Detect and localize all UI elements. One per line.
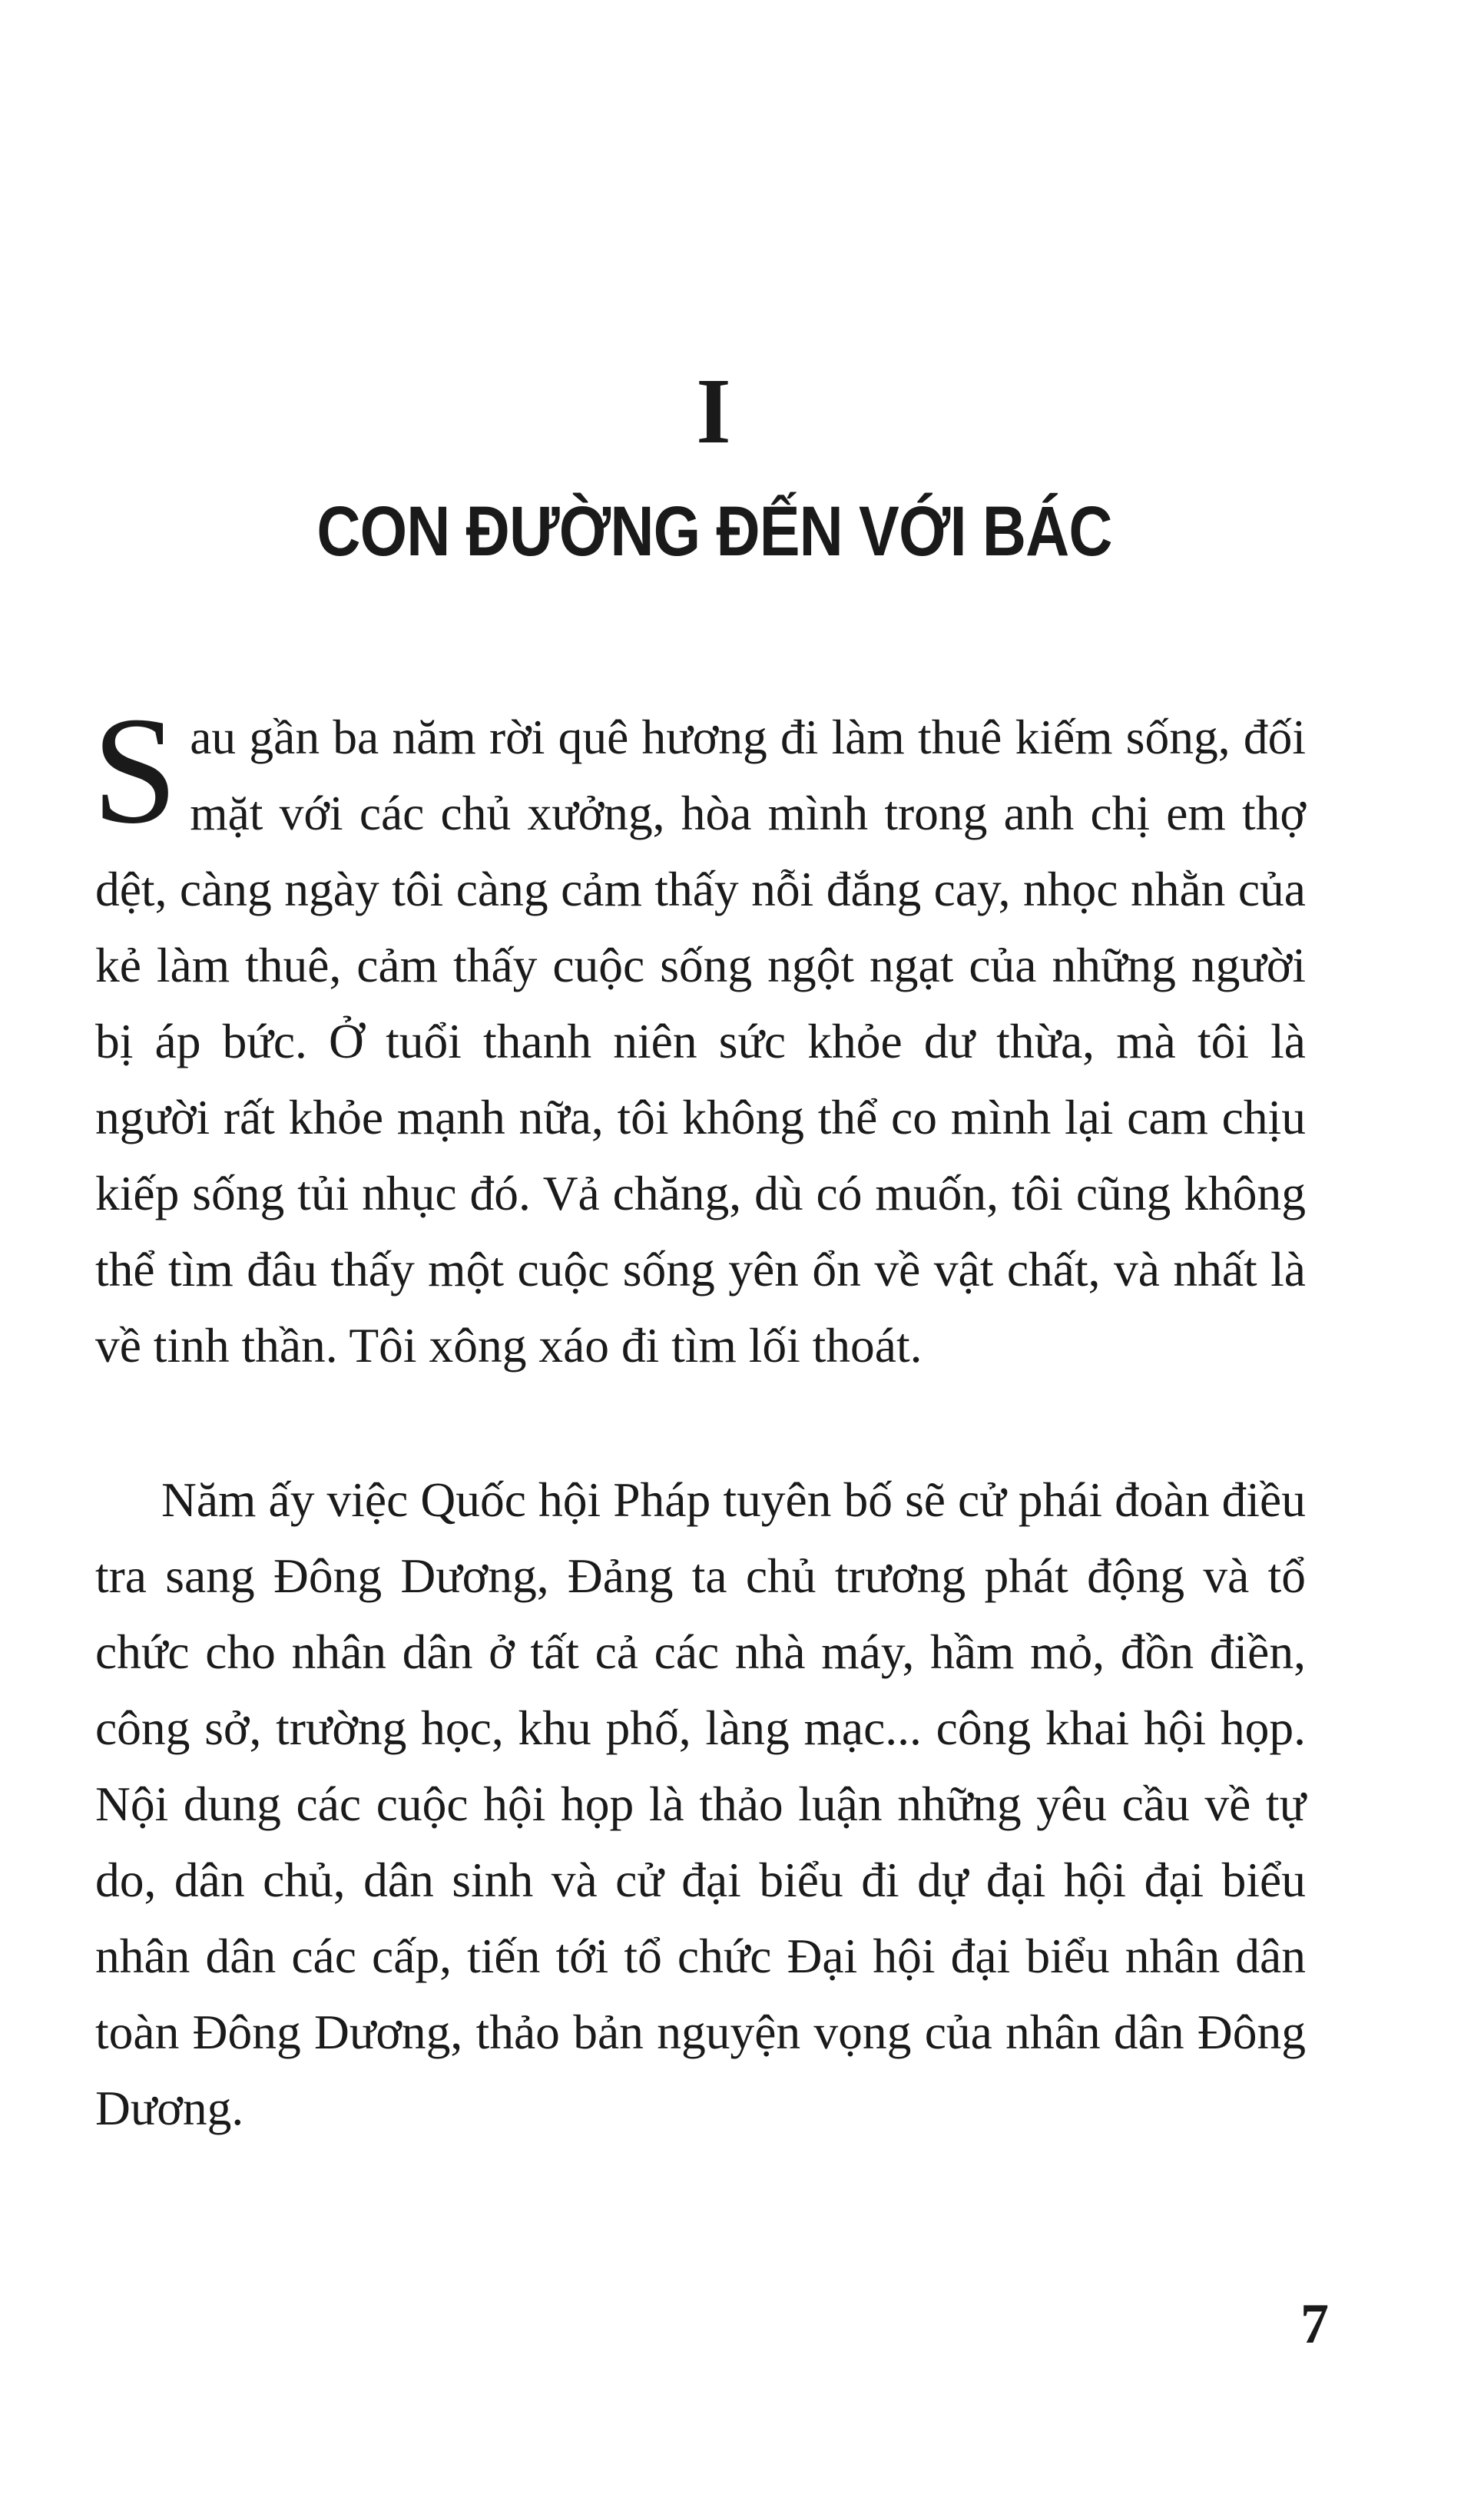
paragraph-1 [92, 686, 1306, 1383]
paragraph-1-text: au gần ba năm rời quê hương đi làm thuê kiếm sống, đối mặt với các chủ xưởng, hòa mình trong anh chị em thợ dệt, càng ngày tôi càng cảm thấy nỗi đắng cay, nhọc nhằn của kẻ làm thuê, cảm thấy cuộc sống ngột ngạt của những người bị áp bức. Ở tuổi thanh niên sức khỏe dư thừa, mà tôi là người rất khỏe mạnh nữa, tôi không thể co mình lại cam chịu kiếp sống tủi nhục đó. Vả chăng, dù có muốn, tôi cũng không thể tìm đâu thấy một cuộc sống yên ổn về vật chất, và nhất là về tinh thần. Tôi xông xáo đi tìm lối thoát. [95, 710, 1306, 1373]
drop-cap-letter: S [92, 686, 178, 856]
chapter-title: CON ĐƯỜNG ĐẾN VỚI BÁC [316, 492, 1112, 571]
paragraph-2: Năm ấy việc Quốc hội Pháp tuyên bố sẽ cử phái đoàn điều tra sang Đông Dương, Đảng ta chủ trương phát động và tổ chức cho nhân dân ở tất cả các nhà máy, hầm mỏ, đồn điền, công sở, trường học, khu phố, làng mạc... công khai hội họp. Nội dung các cuộc hội họp là thảo luận những yêu cầu về tự do, dân chủ, dân sinh và cử đại biểu đi dự đại hội đại biểu nhân dân các cấp, tiến tới tổ chức Đại hội đại biểu nhân dân toàn Đông Dương, thảo bản nguyện vọng của nhân dân Đông Dương. [95, 1472, 1306, 2135]
chapter-numeral: I [696, 359, 733, 464]
page-number: 7 [1300, 2293, 1329, 2356]
